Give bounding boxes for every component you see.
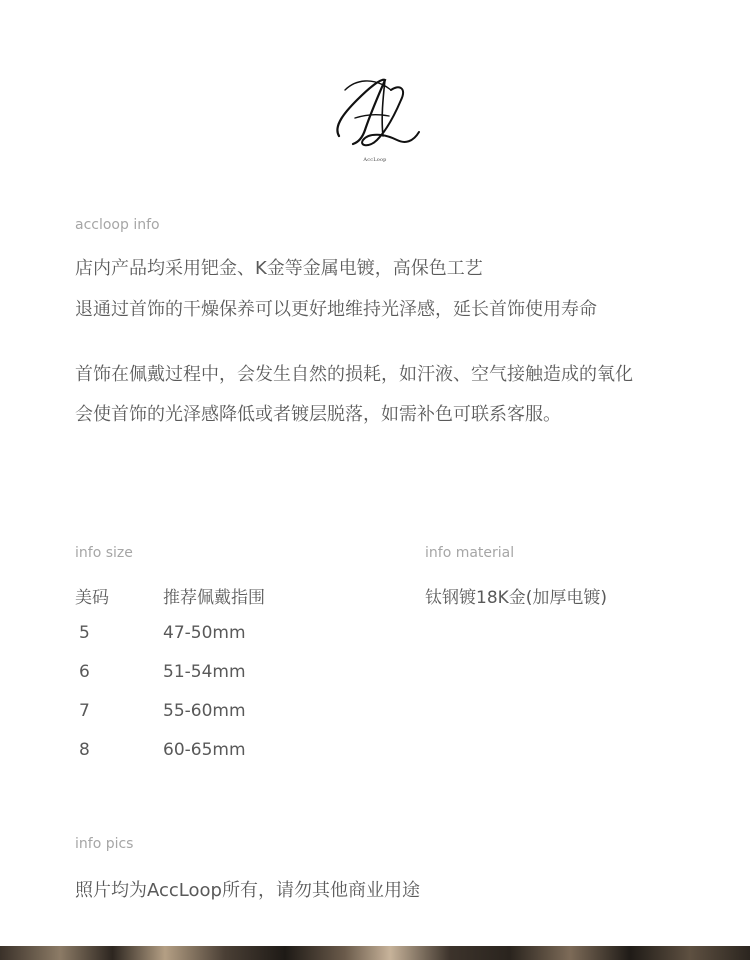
brand-wordmark: AccLoop (363, 157, 387, 163)
size-section-label: info size (75, 545, 133, 561)
size-row-1-size: 5 (79, 623, 90, 643)
product-photo-strip (0, 946, 750, 960)
size-row-2-size: 6 (79, 662, 90, 682)
info-line-3: 首饰在佩戴过程中，会发生自然的损耗，如汗液、空气接触造成的氧化 (75, 364, 633, 385)
al-monogram-icon (325, 70, 425, 156)
size-header-circumference: 推荐佩戴指围 (163, 588, 265, 608)
info-line-2: 退通过首饰的干燥保养可以更好地维持光泽感，延长首饰使用寿命 (75, 299, 597, 320)
info-section-label: accloop info (75, 217, 160, 233)
material-value: 钛钢镀18K金(加厚电镀) (425, 588, 608, 608)
size-header-us: 美码 (75, 588, 109, 608)
size-row-3-size: 7 (79, 701, 90, 721)
size-row-2-range: 51-54mm (163, 662, 246, 682)
info-line-4: 会使首饰的光泽感降低或者镀层脱落，如需补色可联系客服。 (75, 404, 561, 425)
material-section-label: info material (425, 545, 515, 561)
size-row-1-range: 47-50mm (163, 623, 246, 643)
brand-logo (325, 70, 425, 170)
size-row-4-size: 8 (79, 740, 90, 760)
pics-note: 照片均为AccLoop所有，请勿其他商业用途 (75, 880, 420, 901)
pics-section-label: info pics (75, 836, 134, 852)
size-row-3-range: 55-60mm (163, 701, 246, 721)
info-line-1: 店内产品均采用钯金、K金等金属电镀，高保色工艺 (75, 258, 483, 279)
size-row-4-range: 60-65mm (163, 740, 246, 760)
